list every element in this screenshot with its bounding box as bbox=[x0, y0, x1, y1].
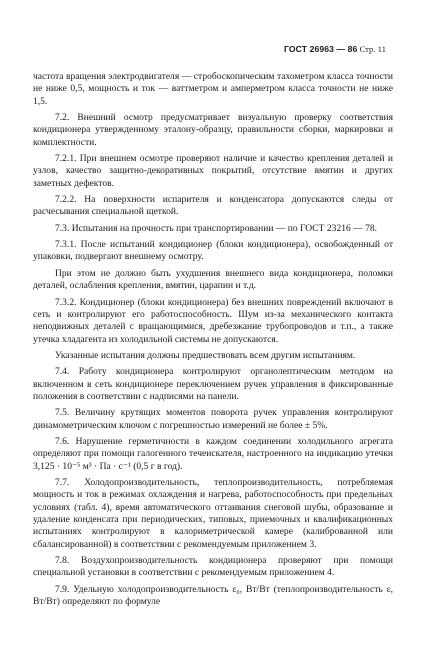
paragraph: 7.7. Холодопроизводительность, теплопроизводительность, потребляемая мощность и ток в режимах охлаждения и нагрева, работоспособность при предельных условиях (табл. 4), время автоматического оттаивания снеговой шубы, образование и удаление конденсата при периодических, типовых, приемочных и квалификационных испытаниях контролируют в калориметрической камере (калиброванной или сбалансированной) в соответствии с рекомендуемым приложением 3. bbox=[33, 476, 393, 550]
paragraph: 7.5. Величину крутящих моментов поворота ручек управления контролируют динамометрическим ключом с погрешностью измерений не более ± 5%. bbox=[33, 407, 393, 431]
paragraph: 7.3. Испытания на прочность при транспортировании — по ГОСТ 23216 — 78. bbox=[55, 222, 378, 234]
paragraph: 7.2.1. При внешнем осмотре проверяют наличие и качество крепления деталей и узлов, качество защитно-декоративных покрытий, отсутствие вмятин и других заметных дефектов. bbox=[33, 153, 393, 189]
paragraph: 7.2. Внешний осмотр предусматривает визуальную проверку соответствия кондиционера утвержденному эталону-образцу, правильности сборки, маркировки и комплектности. bbox=[33, 112, 393, 148]
paragraph: 7.3.1. После испытаний кондиционер (блоки кондиционера), освобожденный от упаковки, подвергают внешнему осмотру. bbox=[33, 239, 393, 263]
paragraph: Указанные испытания должны предшествовать всем другим испытаниям. bbox=[55, 349, 356, 361]
page-header bbox=[284, 44, 386, 54]
paragraph: 7.6. Нарушение герметичности в каждом соединении холодильного агрегата определяют при помощи галогенного течеискателя, настроенного на индикацию утечки 3,125 · 10⁻⁵ м³ · Па · с⁻¹ (0,5 г в год). bbox=[33, 435, 393, 472]
document-body bbox=[33, 71, 393, 612]
standard-code: ГОСТ 26963 — 86 bbox=[284, 44, 358, 54]
page-number: Стр. 11 bbox=[359, 45, 386, 54]
paragraph: При этом не должно быть ухудшения внешнего вида кондиционера, поломки деталей, ослабления крепления, вмятин, царапин и т.д. bbox=[33, 267, 393, 292]
paragraph: 7.2.2. На поверхности испарителя и конденсатора допускаются следы от расчесывания специальной щеткой. bbox=[33, 194, 393, 218]
paragraph: 7.9. Удельную холодопроизводительность ε₀, Вт/Вт (теплопроизводительность ε, Вт/Вт) определяют по формуле bbox=[33, 583, 393, 608]
paragraph: 7.8. Воздухопроизводительность кондиционера проверяют при помощи специальной установки в соответствии с рекомендуемым приложением 4. bbox=[33, 555, 393, 579]
paragraph: 7.4. Работу кондиционера контролируют органолептическим методом на включенном в сеть кондиционере переключением ручек управления в фиксированные положения в соответствии с надписями на панели. bbox=[33, 366, 393, 402]
paragraph: 7.3.2. Кондиционер (блоки кондиционера) без внешних повреждений включают в сеть и контролируют его работоспособность. Шум из-за механического контакта неподвижных деталей с вращающимися, дребезжание трубопроводов и т.п., а также утечка хладагента из холодильной системы не допускаются. bbox=[33, 296, 393, 345]
paragraph: частота вращения электродвигателя — стробоскопическим тахометром класса точности не ниже 0,5, мощность и ток — ваттметром и амперметром класса точности не ниже 1,5. bbox=[33, 71, 393, 107]
